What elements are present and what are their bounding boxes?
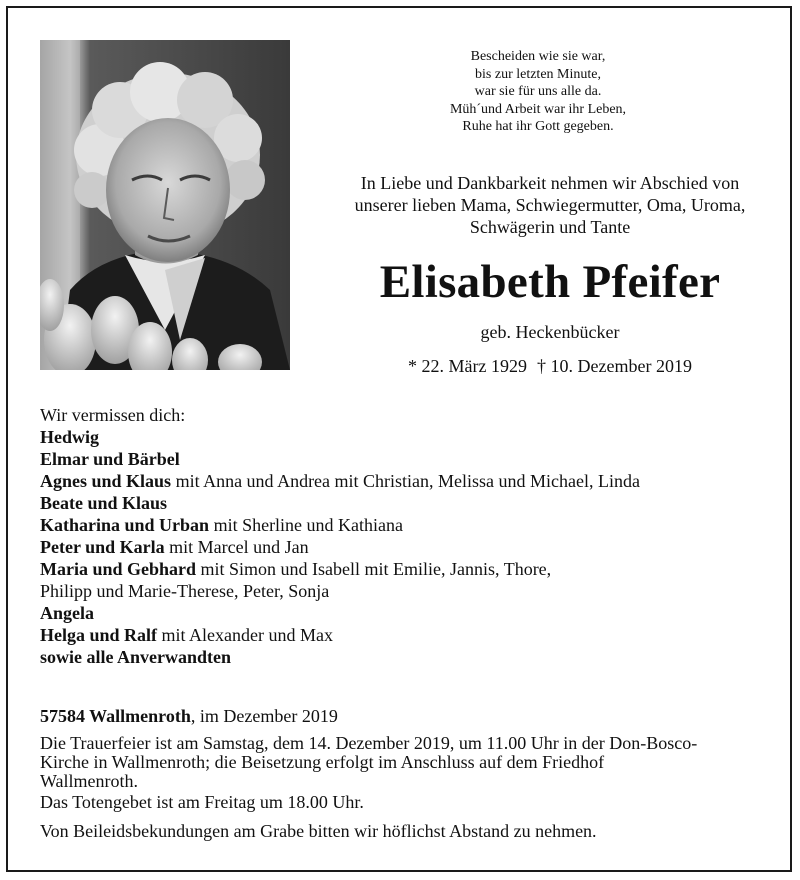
funeral-notice	[40, 734, 762, 791]
poem-line: Müh´und Arbeit war ihr Leben,	[449, 101, 627, 117]
poem-line: Ruhe hat ihr Gott gegeben.	[462, 119, 614, 134]
condolence-notice: Von Beileidsbekundungen am Grabe bitten wir höflichst Abstand zu nehmen.	[40, 821, 597, 841]
family-member	[40, 558, 770, 580]
member-names: Elmar und Bärbel	[40, 449, 180, 469]
birth-date: * 22. März 1929	[408, 356, 528, 376]
family-member	[40, 514, 770, 536]
notice-line: Wallmenroth.	[40, 771, 139, 791]
member-extra: Philipp und Marie-Therese, Peter, Sonja	[40, 581, 330, 601]
family-member	[40, 426, 770, 448]
family-member	[40, 580, 770, 602]
member-extra: mit Anna und Andrea mit Christian, Melissa und Michael, Linda	[171, 471, 640, 491]
member-names: sowie alle Anverwandten	[40, 647, 231, 667]
family-member	[40, 470, 770, 492]
member-names: Hedwig	[40, 427, 100, 447]
member-names: Katharina und Urban	[40, 515, 210, 535]
notice-line: Die Trauerfeier ist am Samstag, dem 14. Dezember 2019, um 11.00 Uhr in der Don-Bosco-	[40, 733, 698, 753]
member-names: Angela	[40, 603, 94, 623]
family-member	[40, 624, 770, 646]
place-date: , im Dezember 2019	[190, 706, 338, 726]
life-dates	[300, 355, 800, 377]
family-member	[40, 448, 770, 470]
place-date-line	[40, 705, 338, 727]
member-extra: mit Sherline und Kathiana	[209, 515, 404, 535]
deceased-name: Elisabeth Pfeifer	[379, 256, 721, 308]
prayer-notice: Das Totengebet ist am Freitag um 18.00 Uhr.	[40, 792, 364, 812]
member-names: Peter und Karla	[40, 537, 165, 557]
intro-line: Schwägerin und Tante	[469, 217, 631, 237]
family-member	[40, 646, 770, 668]
family-member	[40, 602, 770, 624]
member-names: Helga und Ralf	[40, 625, 158, 645]
family-member	[40, 492, 770, 514]
family-heading: Wir vermissen dich:	[40, 405, 186, 425]
member-names: Maria und Gebhard	[40, 559, 197, 579]
farewell-intro	[300, 172, 800, 238]
portrait-photo	[40, 40, 290, 370]
member-extra: mit Marcel und Jan	[164, 537, 309, 557]
intro-line: unserer lieben Mama, Schwiegermutter, Oma, Uroma,	[354, 195, 746, 215]
death-date: † 10. Dezember 2019	[537, 356, 692, 376]
intro-line: In Liebe und Dankbarkeit nehmen wir Abschied von	[360, 173, 740, 193]
member-names: Agnes und Klaus	[40, 471, 172, 491]
member-extra: mit Simon und Isabell mit Emilie, Jannis, Thore,	[196, 559, 552, 579]
place-name: 57584 Wallmenroth	[40, 706, 191, 726]
poem-verse	[393, 48, 683, 136]
member-extra: mit Alexander und Max	[157, 625, 333, 645]
member-names: Beate und Klaus	[40, 493, 168, 513]
poem-line: war sie für uns alle da.	[474, 84, 602, 99]
birth-name: geb. Heckenbücker	[480, 322, 620, 342]
family-member	[40, 536, 770, 558]
poem-line: bis zur letzten Minute,	[475, 66, 601, 82]
poem-line: Bescheiden wie sie war,	[470, 49, 606, 64]
notice-line: Kirche in Wallmenroth; die Beisetzung erfolgt im Anschluss auf dem Friedhof	[40, 752, 605, 772]
family-list	[40, 404, 770, 668]
